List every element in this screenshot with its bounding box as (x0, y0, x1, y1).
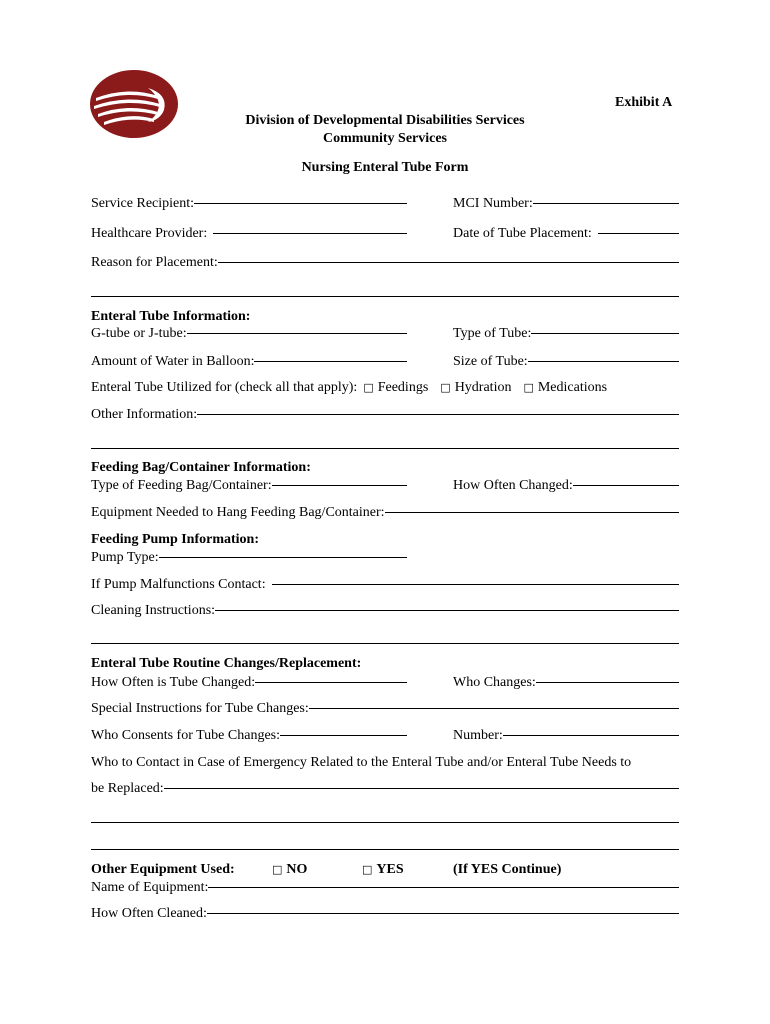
how-often-changed-field[interactable] (255, 681, 407, 683)
emergency-field-line-2[interactable] (91, 822, 679, 823)
date-of-placement-field[interactable] (598, 232, 679, 234)
reason-row (91, 255, 679, 271)
bag-changed-label: How Often Changed: (453, 478, 573, 493)
mci-number-row (453, 196, 679, 212)
number-field[interactable] (503, 734, 679, 736)
reason-label: Reason for Placement: (91, 255, 218, 270)
feedings-option[interactable] (363, 380, 428, 396)
yes-label: YES (376, 862, 404, 877)
bag-changed-field[interactable] (573, 484, 679, 486)
pump-heading: Feeding Pump Information: (91, 532, 259, 547)
utilized-for-row (91, 380, 607, 396)
bag-type-field[interactable] (272, 484, 407, 486)
emergency-row (91, 781, 679, 797)
medications-label: Medications (537, 380, 608, 395)
other-info-label: Other Information: (91, 407, 198, 422)
cleaning-field-line-2[interactable] (91, 643, 679, 644)
form-title: Nursing Enteral Tube Form (301, 160, 469, 175)
malfunction-field[interactable] (272, 583, 679, 585)
how-often-cleaned-label: How Often Cleaned: (91, 906, 207, 921)
size-of-tube-row (453, 354, 679, 370)
mci-number-label: MCI Number: (453, 196, 533, 211)
g-or-j-field[interactable] (187, 332, 407, 334)
equipment-needed-row (91, 505, 679, 521)
other-info-field[interactable] (197, 413, 679, 415)
special-instructions-row (91, 701, 679, 717)
other-info-row (91, 407, 679, 423)
feedings-label: Feedings (377, 380, 429, 395)
utilized-for-label: Enteral Tube Utilized for (check all that apply): (91, 380, 358, 395)
how-often-cleaned-row (91, 906, 679, 922)
who-consents-label: Who Consents for Tube Changes: (91, 728, 280, 743)
hydration-option[interactable] (440, 380, 511, 396)
pump-type-row (91, 550, 407, 566)
size-of-tube-field[interactable] (528, 360, 679, 362)
no-option[interactable] (272, 862, 307, 878)
water-balloon-field[interactable] (254, 360, 407, 362)
bag-type-label: Type of Feeding Bag/Container: (91, 478, 272, 493)
bag-type-row (91, 478, 407, 494)
who-changes-row (453, 675, 679, 691)
date-of-placement-row (453, 226, 679, 242)
reason-field[interactable] (218, 261, 679, 263)
emergency-label-line-2: be Replaced: (91, 781, 164, 796)
how-often-changed-row (91, 675, 407, 691)
who-consents-field[interactable] (280, 734, 407, 736)
equipment-needed-field[interactable] (385, 511, 679, 513)
yes-checkbox[interactable]: □ (362, 863, 373, 876)
water-balloon-row (91, 354, 407, 370)
type-of-tube-label: Type of Tube: (453, 326, 532, 341)
number-label: Number: (453, 728, 503, 743)
hydration-checkbox[interactable]: □ (440, 381, 451, 394)
number-row (453, 728, 679, 744)
organization-name: Division of Developmental Disabilities Services (245, 113, 525, 128)
division-logo (88, 68, 180, 140)
routine-heading: Enteral Tube Routine Changes/Replacement: (91, 656, 362, 671)
emergency-field[interactable] (164, 787, 679, 789)
g-or-j-label: G-tube or J-tube: (91, 326, 187, 341)
who-changes-field[interactable] (536, 681, 679, 683)
g-or-j-row (91, 326, 407, 342)
feedings-checkbox[interactable]: □ (363, 381, 374, 394)
equipment-name-label: Name of Equipment: (91, 880, 209, 895)
enteral-heading: Enteral Tube Information: (91, 309, 251, 324)
who-changes-label: Who Changes: (453, 675, 536, 690)
other-equipment-heading: Other Equipment Used: (91, 862, 235, 877)
emergency-field-line-3[interactable] (91, 849, 679, 850)
equipment-needed-label: Equipment Needed to Hang Feeding Bag/Container: (91, 505, 385, 520)
exhibit-label: Exhibit A (615, 95, 673, 110)
special-instructions-label: Special Instructions for Tube Changes: (91, 701, 309, 716)
pump-type-label: Pump Type: (91, 550, 159, 565)
type-of-tube-row (453, 326, 679, 342)
water-balloon-label: Amount of Water in Balloon: (91, 354, 255, 369)
cleaning-field[interactable] (215, 609, 679, 611)
hydration-label: Hydration (454, 380, 512, 395)
healthcare-provider-field[interactable] (213, 232, 407, 234)
special-instructions-field[interactable] (309, 707, 679, 709)
department-name: Community Services (322, 131, 448, 146)
service-recipient-row (91, 196, 407, 212)
type-of-tube-field[interactable] (531, 332, 679, 334)
how-often-changed-label: How Often is Tube Changed: (91, 675, 256, 690)
size-of-tube-label: Size of Tube: (453, 354, 528, 369)
emergency-label-line-1: Who to Contact in Case of Emergency Related to the Enteral Tube and/or Enteral Tube Needs to (91, 755, 632, 770)
pump-type-field[interactable] (159, 556, 407, 558)
no-checkbox[interactable]: □ (272, 863, 283, 876)
feeding-bag-heading: Feeding Bag/Container Information: (91, 460, 311, 475)
malfunction-row (91, 577, 679, 593)
bag-changed-row (453, 478, 679, 494)
equipment-name-row (91, 880, 679, 896)
how-often-cleaned-field[interactable] (207, 912, 679, 914)
service-recipient-field[interactable] (194, 202, 407, 204)
yes-option[interactable] (362, 862, 404, 878)
emergency-text-row (91, 755, 631, 771)
medications-option[interactable] (523, 380, 607, 396)
date-of-placement-label: Date of Tube Placement: (453, 226, 592, 241)
if-yes-continue: (If YES Continue) (453, 862, 562, 877)
who-consents-row (91, 728, 407, 744)
cleaning-label: Cleaning Instructions: (91, 603, 216, 618)
medications-checkbox[interactable]: □ (523, 381, 534, 394)
healthcare-provider-label: Healthcare Provider: (91, 226, 208, 241)
malfunction-label: If Pump Malfunctions Contact: (91, 577, 266, 592)
no-label: NO (286, 862, 308, 877)
mci-number-field[interactable] (533, 202, 679, 204)
service-recipient-label: Service Recipient: (91, 196, 195, 211)
reason-field-line-2[interactable] (91, 296, 679, 297)
equipment-name-field[interactable] (208, 886, 679, 888)
healthcare-provider-row (91, 226, 407, 242)
cleaning-row (91, 603, 679, 619)
other-info-field-line-2[interactable] (91, 448, 679, 449)
